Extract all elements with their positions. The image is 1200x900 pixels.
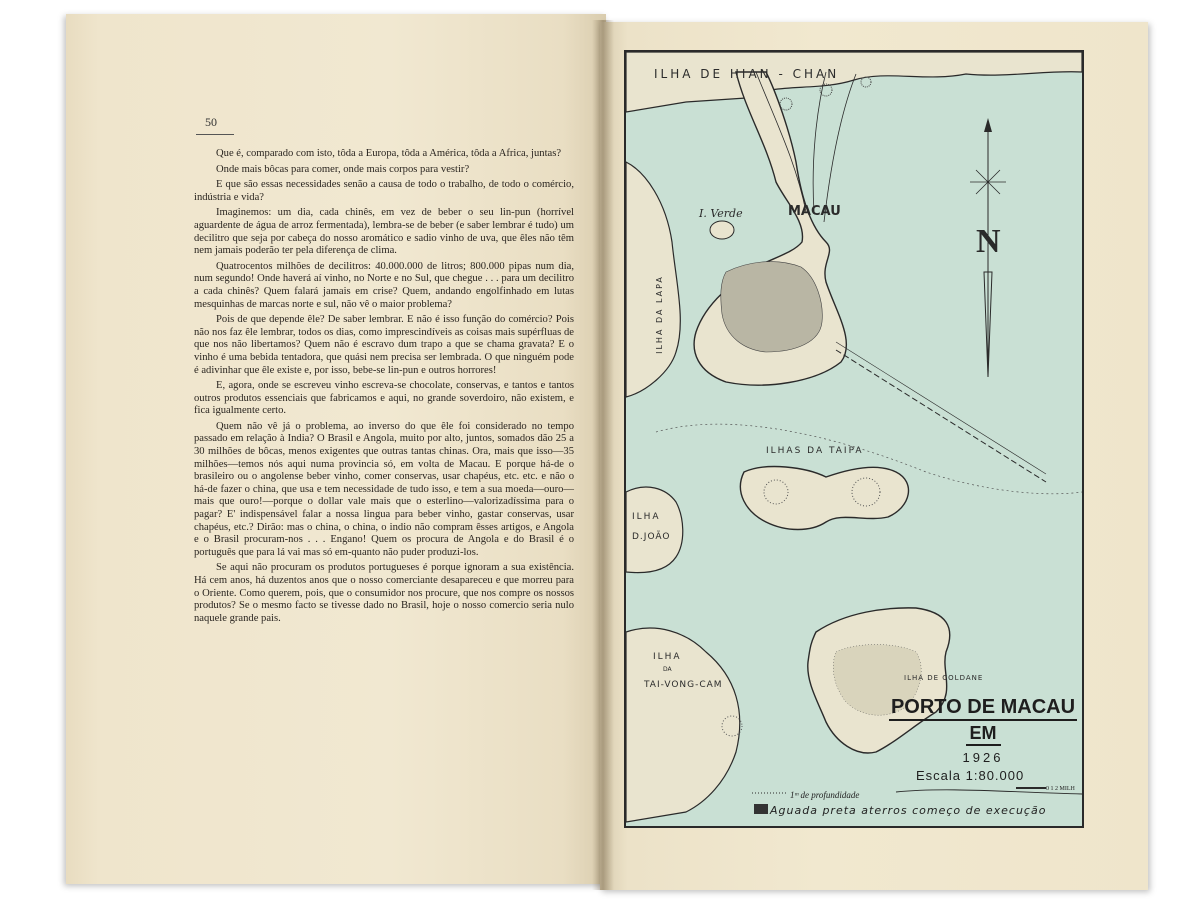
legend-fill — [750, 804, 1046, 817]
hill-mark — [780, 98, 792, 110]
road — [824, 74, 856, 222]
navigation-channel — [836, 342, 1046, 474]
paragraph: Imaginemos: um dia, cada chinês, em vez de beber o seu lin-pun (horrível aguardente de água de arroz fermentada), lembra-se de beber (e saber lembrar é tudo) um decilitro que seja por cabeça do nosso aromático e sadio vinho de uva, que êles não têm nem jamais poderão ter pela diferença de clima. — [194, 207, 574, 257]
body-text — [194, 148, 574, 628]
label-ilhas-da-taipa: ILHAS DA TAIPA — [766, 446, 864, 456]
paragraph: E que são essas necessidades senão a causa de todo o trabalho, de todo o comércio, indústria e vida? — [194, 179, 574, 203]
scale-bar-units: 0 1 2 MILH — [1046, 786, 1075, 792]
page-number: 50 — [205, 115, 217, 129]
compass-north-letter: N — [976, 223, 1001, 260]
paragraph: Se aqui não procuram os produtos portugueses é porque ignoram a sua existência. Há cem anos, há duzentos anos que o nosso comerciante desapareceu e que morreu para o Oriente. Como querem, pois, que o consumidor nos procure, que nos compre os nossos produtos? Se o mesmo facto se tivesse dado no Brasil, hoje o nosso comercio seria nulo naquele grande pais. — [194, 562, 574, 624]
label-tai-vong-cam: ILHA — [653, 652, 682, 662]
book-gutter — [592, 20, 614, 890]
road — [813, 72, 826, 212]
paragraph: Pois de que depende êle? De saber lembrar. E não é isso função do comércio? Pois não nos faz êle lembrar, todos os dias, como imprescindíveis as coisas mais supérfluas de que nos não libertamos? Quem não é escravo dum trapo a que se chama gravata? E o vinho é uma bebida tentadora, que quási nem precisa ser lembrada. O que ninguém pode é adivinhar que êle existe e, por isso, bebe-se lin-pun e outros horrores! — [194, 314, 574, 376]
tai-vong-cam-island — [626, 628, 740, 822]
hill-mark — [861, 77, 871, 87]
macau-town — [721, 262, 822, 352]
taipa-island — [740, 467, 908, 530]
page-number-rule — [196, 134, 234, 135]
label-ilha-djoao: ILHA — [632, 512, 661, 522]
ilha-verde — [710, 221, 734, 239]
legend-depth-text: 1ᵐ de profundidade — [790, 790, 860, 800]
navigation-channel — [836, 350, 1046, 482]
lapa-island — [626, 162, 680, 397]
harbor-map — [624, 50, 1084, 828]
map-scale: Escala 1:80.000 — [916, 768, 1025, 783]
label-ilha-de-coldane: ILHA DE COLDANE — [904, 674, 984, 682]
label-tai-vong-cam: TAI-VONG-CAM — [644, 680, 723, 690]
compass-needle — [984, 118, 992, 132]
label-ilha-da-lapa: ILHA DA LAPA — [654, 275, 664, 354]
paragraph: Quatrocentos milhões de decilitros: 40.000.000 de litros; 800.000 pipas num dia, num segundo! Onde haverá aí vinho, no Norte e no Sul, que chegue . . . para um decilitro a cada chinês? Quem falará jamais em crise? Quem, andando engolfinhado em lutas mesquinhas de marcas norte e sul, não vê o maior problema? — [194, 260, 574, 310]
djoao-island — [626, 487, 683, 573]
paragraph: E, agora, onde se escreveu vinho escreva-se chocolate, conservas, e tantos e tantos outros produtos essenciais que fabricamos e aqui, no grande soverdoiro, não existem, e fica igualmente certo. — [194, 380, 574, 417]
label-ilha-djoao: D.JOÃO — [632, 532, 671, 542]
hian-chan-island — [626, 52, 1082, 112]
paragraph: Que é, comparado com isto, tôda a Europa, tôda a América, tôda a Africa, juntas? — [216, 148, 562, 159]
label-tai-vong-cam: DA — [663, 666, 672, 673]
map-title: PORTO DE MACAU — [889, 696, 1077, 721]
legend-fill-text: Aguada preta aterros começo de execução — [770, 804, 1047, 817]
paragraph: Onde mais bôcas para comer, onde mais corpos para vestir? — [216, 163, 470, 175]
map-year: 1926 — [962, 750, 1004, 765]
map-title-block — [888, 696, 1078, 765]
label-ilha-verde: I. Verde — [699, 207, 743, 220]
label-hian-chan: ILHA DE HIAN - CHAN — [654, 67, 840, 81]
paragraph: Quem não vê já o problema, ao inverso do que êle foi considerado no tempo passado em relação à India? O Brasil e Angola, muito por alto, juntos, somados dão 25 a 30 milhões de bôcas, menos exigentes que outras tantas chinas. Ora, mais que isso—35 milhões—temos nós aqui numa provincia só, em volta de Macau. E porque há-de o brasileiro ou o angolense beber vinho, comer conservas, usar chapéus, etc. etc. e não o há-de fazer o china, que usa e tem necessidade de tudo isso, e tem a sua moeda—ouro—mais que ouro!—porque o dollar vale mais que o esterlino—valorizadíssima para o pagar? E' indispensável falar a nossa lingua para beber vinho, gastar conservas, usar chapéus, etc.? Dirão: mas o china, o china, o indio não compram êsses artigos, e Angola e o Brasil procuram-nos . . . Engano! Quem os procura de Angola e do Brasil é o português que para lá vai mas só em-quanto não puder produzi-los. — [194, 420, 574, 558]
label-macau: MACAU — [788, 204, 841, 219]
map-title-em: EM — [966, 723, 1001, 746]
legend-depth — [750, 790, 859, 800]
